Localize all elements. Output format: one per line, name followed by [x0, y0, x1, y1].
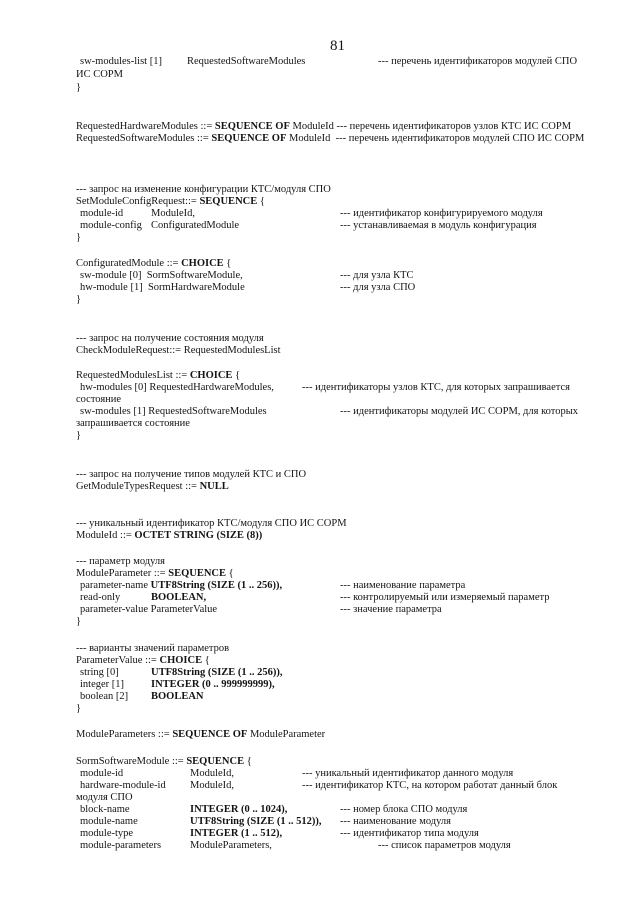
keyword-text: CHOICE [159, 655, 203, 666]
text-line [80, 270, 243, 283]
line-text: ModuleId, [190, 780, 235, 791]
text-line [76, 568, 234, 581]
line-text: parameter-name [80, 580, 151, 591]
line-text: ModuleId ::= [76, 530, 135, 541]
text-line [80, 768, 123, 781]
text-line [76, 370, 240, 383]
text-line [340, 208, 543, 221]
text-line [151, 208, 195, 221]
text-line [76, 121, 571, 134]
text-line [302, 768, 513, 781]
keyword-text: OCTET STRING (SIZE (8)) [134, 530, 263, 541]
text-line [76, 792, 133, 805]
line-text: parameter-value ParameterValue [80, 604, 218, 615]
text-line [76, 481, 229, 494]
page-number: 81 [330, 38, 345, 54]
text-line [340, 270, 414, 283]
line-text: --- для узла СПО [340, 282, 416, 293]
text-line [76, 655, 210, 668]
keyword-text: BOOLEAN [151, 691, 204, 702]
line-text-after: ModuleId --- перечень идентификаторов модулей СПО ИС СОРМ [286, 133, 585, 144]
keyword-text: NULL [199, 481, 229, 492]
line-text-after: ModuleId --- перечень идентификаторов узлов КТС ИС СОРМ [289, 121, 572, 132]
line-text: RequestedHardwareModules ::= [76, 121, 215, 132]
line-text: --- номер блока СПО модуля [340, 804, 468, 815]
text-line [378, 56, 577, 69]
text-line [80, 816, 138, 829]
line-text: --- для узла КТС [340, 270, 414, 281]
line-text: --- список параметров модуля [378, 840, 511, 851]
line-text: --- идентификаторы модулей ИС СОРМ, для которых [340, 406, 579, 417]
text-line [80, 580, 282, 593]
line-text: --- запрос на изменение конфигурации КТС/модуля СПО [76, 184, 331, 195]
text-line [76, 294, 81, 307]
line-text: ConfiguratedModule ::= [76, 258, 182, 269]
keyword-text: UTF8String (SIZE (1 .. 512)), [190, 816, 322, 827]
text-line [76, 643, 229, 656]
text-line [76, 258, 231, 271]
line-text: hw-module [1] SormHardwareModule [80, 282, 245, 293]
line-text: --- запрос на получение типов модулей КТС и СПО [76, 469, 307, 480]
text-line [80, 208, 123, 221]
text-line [80, 691, 128, 704]
line-text: --- уникальный идентификатор КТС/модуля СПО ИС СОРМ [76, 518, 347, 529]
line-text: ConfiguratedModule [151, 220, 240, 231]
text-line [76, 418, 190, 431]
text-line [340, 580, 465, 593]
text-line [80, 667, 119, 680]
line-text: --- параметр модуля [76, 556, 165, 567]
line-text: --- варианты значений параметров [76, 643, 230, 654]
text-line [76, 232, 81, 245]
line-text: module-config [80, 220, 142, 231]
text-line [76, 184, 331, 197]
line-text-after: { [223, 258, 232, 269]
line-text: block-name [80, 804, 130, 815]
line-text: GetModuleTypesRequest ::= [76, 481, 200, 492]
line-text-after: ModuleParameter [247, 729, 326, 740]
keyword-text: UTF8String (SIZE (1 .. 256)), [150, 580, 283, 591]
text-line [80, 804, 130, 817]
text-line [151, 679, 275, 692]
line-text: } [76, 82, 82, 93]
line-text-after: { [244, 756, 252, 767]
line-text: --- перечень идентификаторов модулей СПО [378, 56, 578, 67]
text-line [302, 780, 557, 793]
line-text: module-name [80, 816, 138, 827]
line-text: ParameterValue ::= [76, 655, 160, 666]
line-text: --- значение параметра [340, 604, 442, 615]
text-line [190, 816, 322, 829]
line-text: hardware-module-id [80, 780, 166, 791]
line-text: --- идентификатор конфигурируемого модуля [340, 208, 543, 219]
line-text: ModuleId, [190, 768, 235, 779]
text-line [151, 592, 206, 605]
text-line [76, 333, 264, 346]
text-line [80, 679, 124, 692]
line-text: запрашивается состояние [76, 418, 190, 429]
keyword-text: SEQUENCE [199, 196, 258, 207]
line-text: --- идентификаторы узлов КТС, для которых запрашивается [302, 382, 570, 393]
text-line [340, 604, 442, 617]
keyword-text: CHOICE [181, 258, 224, 269]
text-line [80, 406, 267, 419]
keyword-text: SEQUENCE [168, 568, 226, 579]
line-text: --- наименование модуля [340, 816, 451, 827]
line-text: CheckModuleRequest::= RequestedModulesList [76, 345, 281, 356]
text-line [340, 406, 578, 419]
line-text: module-parameters [80, 840, 162, 851]
line-text: string [0] [80, 667, 119, 678]
text-line [76, 69, 123, 82]
text-line [340, 804, 467, 817]
text-line [76, 729, 325, 742]
text-line [76, 430, 81, 443]
line-text: --- наименование параметра [340, 580, 466, 591]
keyword-text: SEQUENCE OF [214, 121, 290, 132]
line-text: --- контролируемый или измеряемый параметр [340, 592, 550, 603]
keyword-text: CHOICE [189, 370, 233, 381]
keyword-text: SEQUENCE OF [211, 133, 287, 144]
line-text: } [76, 232, 82, 243]
line-text: SetModuleConfigRequest::= [76, 196, 200, 207]
line-text: --- уникальный идентификатор данного модуля [302, 768, 514, 779]
line-text: module-id [80, 768, 124, 779]
line-text: sw-modules [1] RequestedSoftwareModules [80, 406, 267, 417]
text-line [378, 840, 511, 853]
keyword-text: SEQUENCE [186, 756, 245, 767]
keyword-text: UTF8String (SIZE (1 .. 256)), [151, 667, 283, 678]
line-text: состояние [76, 394, 122, 405]
text-line [80, 282, 245, 295]
text-line [80, 220, 142, 233]
line-text: SormSoftwareModule ::= [76, 756, 187, 767]
text-line [76, 616, 81, 629]
line-text: ИС СОРМ [76, 69, 123, 80]
line-text: boolean [2] [80, 691, 129, 702]
text-line [80, 592, 120, 605]
text-line [151, 691, 204, 704]
text-line [80, 382, 274, 395]
line-text: integer [1] [80, 679, 125, 690]
line-text: --- устанавливаемая в модуль конфигурация [340, 220, 537, 231]
text-line [76, 518, 347, 531]
text-line [151, 667, 283, 680]
text-line [190, 780, 234, 793]
text-line [76, 556, 165, 569]
line-text: --- идентификатор типа модуля [340, 828, 479, 839]
text-line [190, 840, 272, 853]
line-text: } [76, 294, 82, 305]
text-line [76, 756, 252, 769]
text-line [187, 56, 305, 69]
keyword-text: SEQUENCE OF [172, 729, 248, 740]
text-line [80, 828, 133, 841]
text-line [80, 840, 161, 853]
line-text: RequestedModulesList ::= [76, 370, 190, 381]
line-text: } [76, 430, 82, 441]
line-text-after: { [257, 196, 265, 207]
line-text-after: { [202, 655, 210, 666]
text-line [190, 804, 287, 817]
line-text: ModuleId, [151, 208, 196, 219]
line-text: ModuleParameter ::= [76, 568, 169, 579]
line-text: sw-modules-list [1] [80, 56, 162, 67]
line-text: hw-modules [0] RequestedHardwareModules, [80, 382, 274, 393]
keyword-text: INTEGER (0 .. 999999999), [151, 679, 275, 690]
line-text: ModuleParameters ::= [76, 729, 173, 740]
text-line [190, 768, 234, 781]
line-text: --- запрос на получение состояния модуля [76, 333, 264, 344]
text-line [80, 604, 217, 617]
text-line [76, 345, 281, 358]
line-text: } [76, 703, 82, 714]
keyword-text: INTEGER (0 .. 1024), [190, 804, 288, 815]
text-line [76, 196, 265, 209]
text-line [190, 828, 282, 841]
text-line [151, 220, 239, 233]
text-line [76, 469, 306, 482]
text-line [80, 780, 166, 793]
line-text: } [76, 616, 82, 627]
text-line [302, 382, 570, 395]
line-text-after: { [232, 370, 241, 381]
text-line [80, 56, 162, 69]
line-text: --- идентификатор КТС, на котором работат данный блок [302, 780, 558, 791]
line-text: module-type [80, 828, 134, 839]
line-text: module-id [80, 208, 124, 219]
text-line [76, 394, 121, 407]
keyword-text: INTEGER (1 .. 512), [190, 828, 283, 839]
text-line [340, 282, 415, 295]
line-text: модуля СПО [76, 792, 133, 803]
line-text: read-only [80, 592, 121, 603]
text-line [340, 816, 451, 829]
text-line [340, 592, 550, 605]
keyword-text: BOOLEAN, [151, 592, 207, 603]
text-line [340, 220, 537, 233]
text-line [76, 82, 81, 95]
text-line [76, 530, 262, 543]
line-text: RequestedSoftwareModules [187, 56, 306, 67]
line-text-after: { [226, 568, 234, 579]
text-line [340, 828, 479, 841]
line-text: ModuleParameters, [190, 840, 272, 851]
text-line [76, 133, 584, 146]
line-text: sw-module [0] SormSoftwareModule, [80, 270, 243, 281]
text-line [76, 703, 81, 716]
line-text: RequestedSoftwareModules ::= [76, 133, 212, 144]
